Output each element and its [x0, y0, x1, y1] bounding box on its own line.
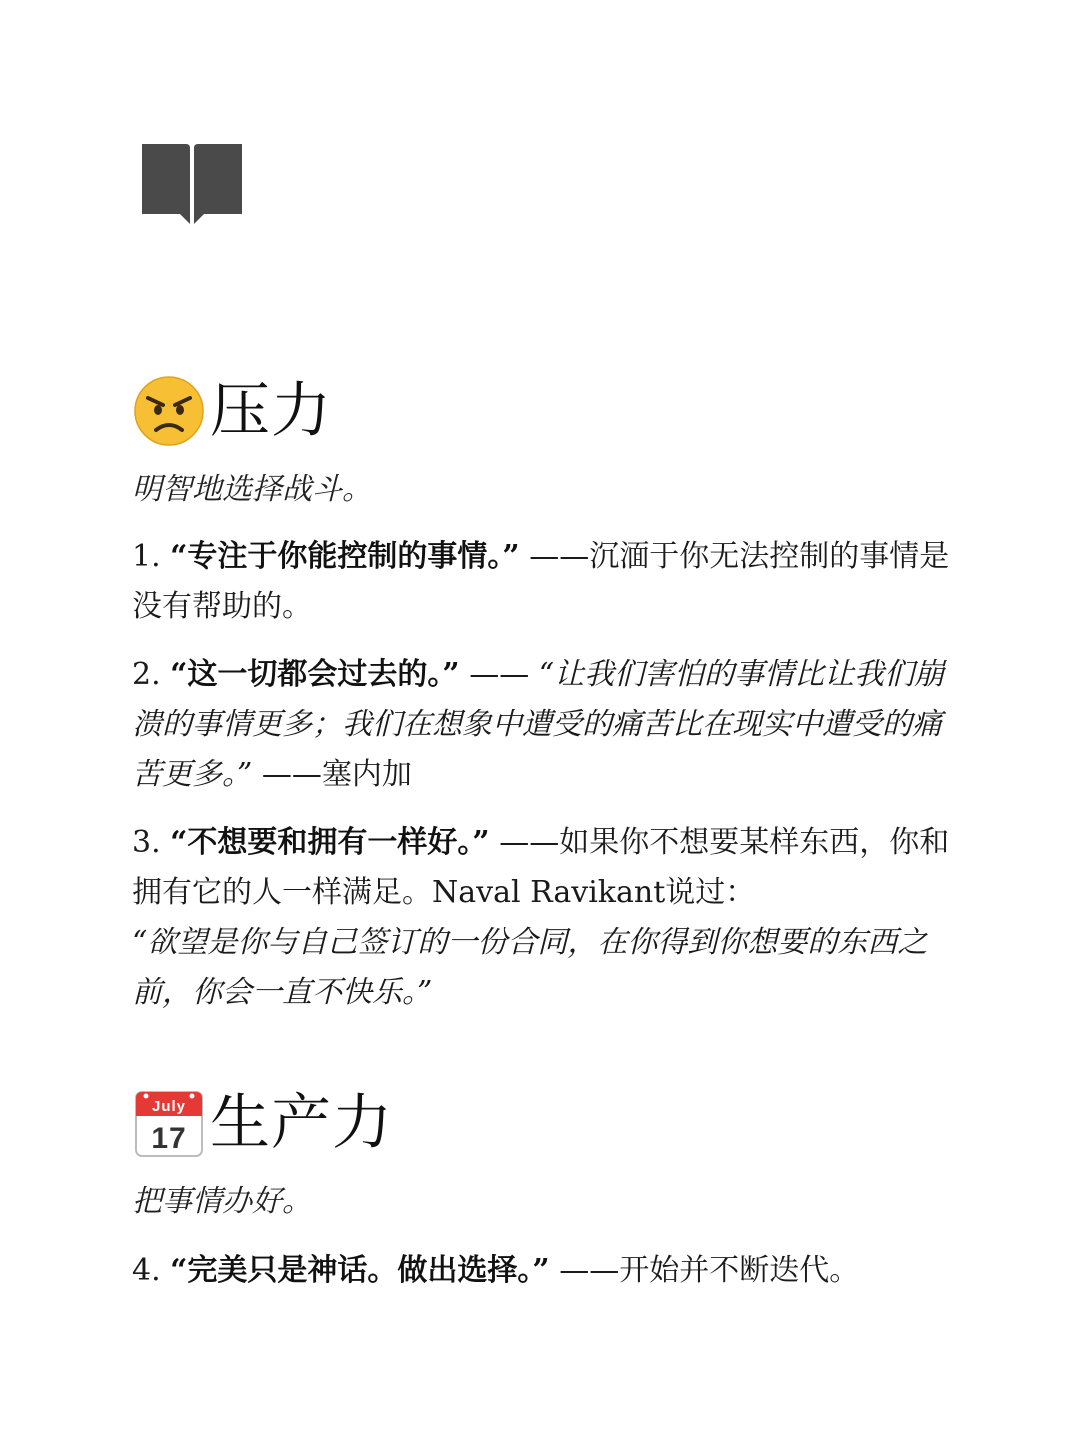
section-subtitle: 把事情办好。 — [132, 1184, 312, 1219]
section-heading-productivity — [132, 1086, 393, 1160]
item-number: 1. — [132, 539, 161, 574]
item-dash: —— — [459, 657, 539, 692]
calendar-day: 17 — [151, 1122, 187, 1155]
angry-face-icon — [132, 374, 206, 448]
item-quote: “专注于你能控制的事情。” — [170, 539, 520, 574]
item-quote: “不想要和拥有一样好。” — [170, 825, 490, 860]
calendar-month: July — [151, 1098, 187, 1115]
item-italic-quote: “让我们害怕的事情比让我们崩溃的事情更多；我们在想象中遭受的痛苦比在现实中遭受的痛苦更多。” — [132, 657, 945, 792]
book-icon — [140, 142, 244, 226]
item-quote: “这一切都会过去的。” — [170, 657, 460, 692]
item-text: 开始并不断迭代。 — [619, 1253, 860, 1288]
item-dash: —— — [489, 825, 560, 860]
section-title: 生产力 — [210, 1088, 393, 1158]
item-italic-quote: “欲望是你与自己签订的一份合同，在你得到你想要的东西之前，你会一直不快乐。” — [132, 925, 928, 1010]
item-dash: —— — [519, 539, 590, 574]
item-quote: “完美只是神话。做出选择。” — [170, 1253, 550, 1288]
item-author: 塞内加 — [321, 757, 412, 792]
section-heading-stress — [132, 374, 332, 448]
section-title: 压力 — [210, 376, 332, 446]
list-item — [132, 650, 952, 800]
item-text: 沉湎于你无法控制的事情是没有帮助的。 — [132, 539, 950, 624]
list-item — [132, 1246, 952, 1296]
item-number: 4. — [132, 1253, 161, 1288]
item-number: 2. — [132, 657, 161, 692]
list-item — [132, 532, 952, 632]
section-subtitle: 明智地选择战斗。 — [132, 472, 372, 507]
item-dash: —— — [549, 1253, 620, 1288]
calendar-icon — [132, 1086, 206, 1160]
item-number: 3. — [132, 825, 161, 860]
list-item — [132, 818, 952, 1018]
item-dash: —— — [252, 757, 322, 792]
item-text: 如果你不想要某样东西，你和拥有它的人一样满足。Naval Ravikant说过： — [132, 825, 950, 910]
